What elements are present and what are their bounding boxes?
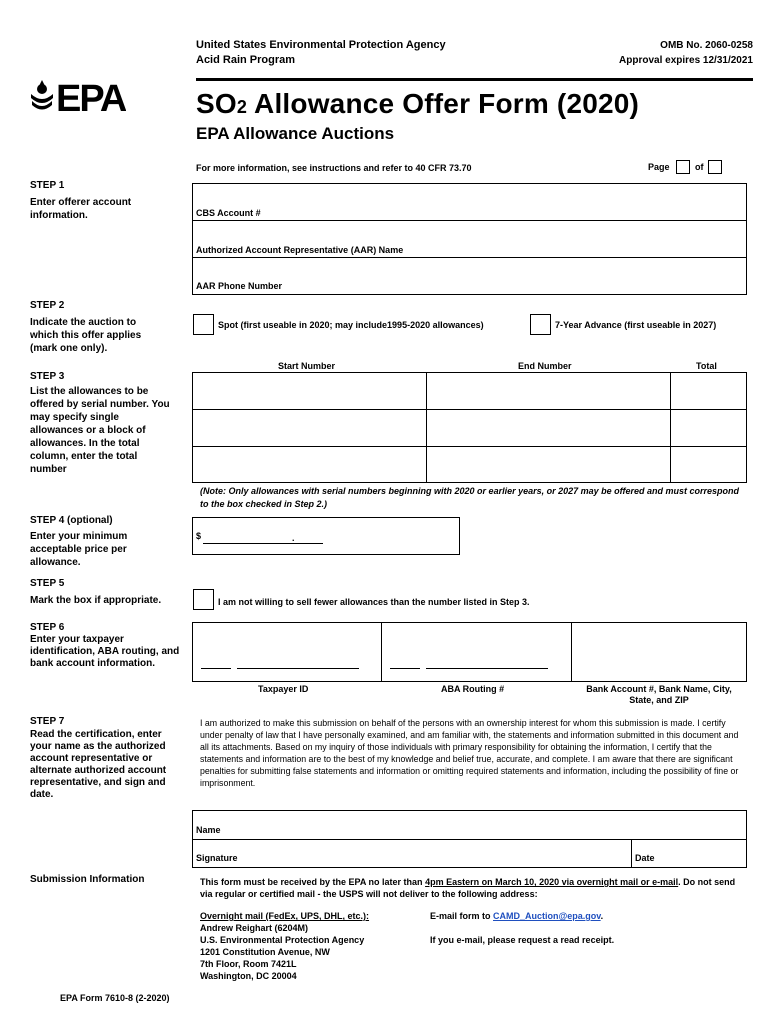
overnight-title: Overnight mail (FedEx, UPS, DHL, etc.):	[200, 911, 370, 921]
start-number-cell[interactable]	[193, 447, 425, 482]
address-line: 7th Floor, Room 7421L	[200, 959, 297, 969]
step7-title: STEP 7	[30, 716, 65, 727]
epa-logo-text: EPA	[56, 78, 126, 114]
step3-title: STEP 3	[30, 371, 65, 382]
address-line: U.S. Environmental Protection Agency	[200, 935, 365, 945]
step3-text: List the allowances to be offered by serial number. You may specify single allowances or a block of allowances. In the total column, enter the total number	[30, 386, 170, 475]
step5-title: STEP 5	[30, 578, 65, 589]
signature-field[interactable]	[193, 839, 629, 866]
advance-label: 7-Year Advance (first useable in 2027)	[555, 320, 717, 330]
spot-checkbox[interactable]	[193, 314, 214, 335]
form-title	[196, 88, 639, 120]
price-decimal: .	[292, 533, 295, 543]
step2-title: STEP 2	[30, 300, 65, 311]
start-number-cell[interactable]	[193, 410, 425, 445]
step4-text: Enter your minimum acceptable price per allowance.	[30, 531, 128, 568]
page-number-box[interactable]	[676, 160, 690, 174]
approval-date: Approval expires 12/31/2021	[619, 55, 753, 66]
address-line: Washington, DC 20004	[200, 971, 297, 981]
end-number-cell[interactable]	[427, 447, 669, 482]
signature-label: Signature	[196, 853, 238, 863]
price-line	[203, 543, 323, 544]
omb-block	[619, 38, 753, 68]
step5-label: I am not willing to sell fewer allowances than the number listed in Step 3.	[218, 597, 530, 607]
submission-instructions: This form must be received by the EPA no later than 4pm Eastern on March 10, 2020 via overnight mail or e-mail. Do not send via regular or certified mail - the USPS will not deliver to the following address:	[200, 877, 736, 899]
total-cell[interactable]	[671, 410, 746, 445]
title-subscript: 2	[236, 97, 248, 117]
aar-name-field[interactable]	[193, 220, 746, 256]
start-number-cell[interactable]	[193, 373, 425, 408]
aar-phone-field[interactable]	[193, 257, 746, 294]
aba-routing-field[interactable]	[381, 623, 569, 681]
step7-text: Read the certification, enter your name as the authorized account representative or alternate authorized account representative, and sign and date.	[30, 729, 167, 800]
epa-logo	[30, 78, 126, 114]
date-field[interactable]	[632, 839, 746, 866]
bank-account-field[interactable]	[571, 623, 746, 681]
agency-name: United States Environmental Protection Agency	[196, 39, 446, 51]
serial-note: (Note: Only allowances with serial numbers beginning with 2020 or earlier years, or 2027 may be offered and must correspond to the box checked in Step 2.)	[200, 486, 739, 509]
submission-title: Submission Information	[30, 874, 145, 885]
advance-checkbox[interactable]	[530, 314, 551, 335]
agency-header	[196, 38, 446, 68]
step6-title: STEP 6	[30, 622, 65, 633]
dollar-sign: $	[196, 531, 202, 541]
step1-title: STEP 1	[30, 180, 65, 191]
aar-phone-label: AAR Phone Number	[196, 281, 283, 291]
total-cell[interactable]	[671, 447, 746, 482]
epa-flower-icon	[31, 80, 53, 110]
form-number: EPA Form 7610-8 (2-2020)	[60, 993, 170, 1003]
bank-account-label: Bank Account #, Bank Name, City, State, and ZIP	[586, 684, 732, 705]
header-rule	[196, 78, 753, 81]
end-number-header: End Number	[518, 361, 572, 371]
total-cell[interactable]	[671, 373, 746, 408]
name-field[interactable]	[193, 811, 746, 837]
address-line: 1201 Constitution Avenue, NW	[200, 947, 330, 957]
aba-routing-label: ABA Routing #	[441, 684, 505, 694]
step2-text: Indicate the auction to which this offer applies (mark one only).	[30, 317, 142, 354]
spot-label: Spot (first useable in 2020; may include1995-2020 allowances)	[218, 320, 484, 330]
page-total-box[interactable]	[708, 160, 722, 174]
step5-text: Mark the box if appropriate.	[30, 595, 162, 606]
start-number-header: Start Number	[278, 361, 336, 371]
step5-checkbox[interactable]	[193, 589, 214, 610]
email-instructions: E-mail form to CAMD_Auction@epa.gov. If you e-mail, please request a read receipt.	[430, 911, 615, 945]
end-number-cell[interactable]	[427, 410, 669, 445]
program-name: Acid Rain Program	[196, 54, 296, 66]
step4-title: STEP 4 (optional)	[30, 515, 113, 526]
title-post: Allowance Offer Form (2020)	[247, 88, 640, 119]
overnight-address	[200, 910, 369, 982]
total-header: Total	[696, 361, 717, 371]
cbs-account-label: CBS Account #	[196, 208, 261, 218]
name-label: Name	[196, 825, 221, 835]
end-number-cell[interactable]	[427, 373, 669, 408]
omb-number: OMB No. 2060-0258	[660, 40, 753, 51]
price-box[interactable]	[192, 517, 460, 555]
page-label: Page	[648, 162, 670, 172]
of-label: of	[695, 162, 704, 172]
date-label: Date	[635, 853, 655, 863]
read-receipt-note: If you e-mail, please request a read receipt.	[430, 935, 615, 945]
taxpayer-id-field[interactable]	[193, 623, 379, 681]
more-info: For more information, see instructions and refer to 40 CFR 73.70	[196, 163, 472, 173]
form-subtitle: EPA Allowance Auctions	[196, 124, 395, 143]
title-pre: SO	[196, 88, 237, 119]
cbs-account-field[interactable]	[193, 184, 746, 219]
aar-name-label: Authorized Account Representative (AAR) Name	[196, 245, 404, 255]
certification-text: I am authorized to make this submission on behalf of the persons with an ownership interest for whom this submission is made. I certify under penalty of law that I have personally examined, and am familiar with, the statements and information submitted in this document and all its attachments. Based on my inquiry of those individuals with primary responsibility for obtaining the information, I certify that the statements and information are to the best of my knowledge and belief true, accurate, and complete. I am aware that there are significant penalties for submitting false statements and information or omitting required statements and information, including the possibility of fine or imprisonment.	[200, 718, 739, 788]
email-link[interactable]: CAMD_Auction@epa.gov	[493, 911, 601, 921]
taxpayer-id-label: Taxpayer ID	[258, 684, 309, 694]
address-line: Andrew Reighart (6204M)	[200, 923, 309, 933]
step1-text: Enter offerer account information.	[30, 197, 132, 221]
step6-text: Enter your taxpayer identification, ABA routing, and bank account information.	[30, 634, 180, 669]
